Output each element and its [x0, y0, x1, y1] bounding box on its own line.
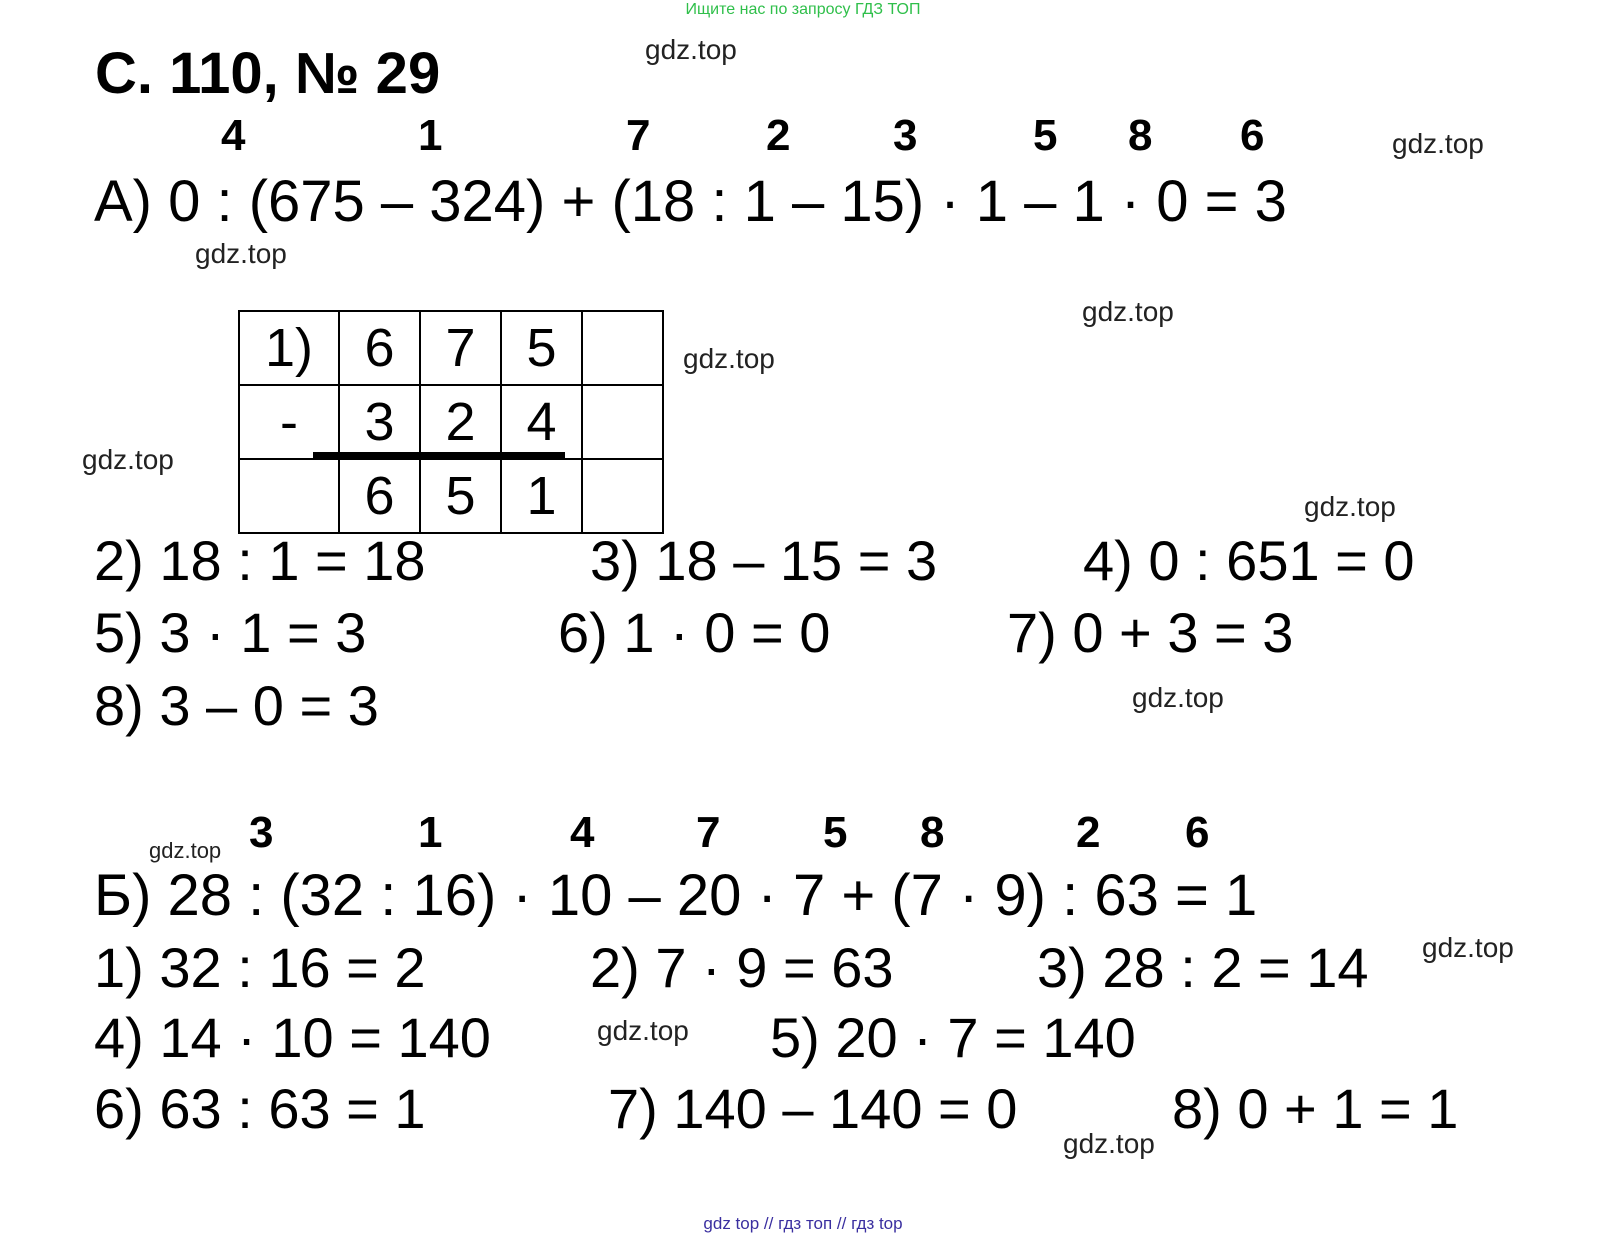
- order-number: 2: [1076, 808, 1101, 857]
- step-line: 8) 0 + 1 = 1: [1172, 1077, 1459, 1140]
- order-number: 6: [1185, 808, 1210, 857]
- table-cell: [239, 459, 339, 533]
- step-line: 8) 3 – 0 = 3: [94, 674, 379, 737]
- order-number: 7: [696, 808, 721, 857]
- table-cell: 5: [420, 459, 501, 533]
- step-line: 3) 28 : 2 = 14: [1037, 936, 1369, 999]
- order-number: 8: [920, 808, 945, 857]
- watermark: gdz.top: [1392, 128, 1484, 159]
- step-line: 2) 7 · 9 = 63: [590, 936, 894, 999]
- table-cell: 7: [420, 311, 501, 385]
- step-line: 2) 18 : 1 = 18: [94, 529, 426, 592]
- order-number: 2: [766, 111, 791, 160]
- subtraction-line: [313, 452, 565, 458]
- step-line: 5) 3 · 1 = 3: [94, 601, 367, 664]
- watermark: gdz.top: [82, 444, 174, 475]
- watermark: gdz.top: [1422, 932, 1514, 963]
- page-title: С. 110, № 29: [95, 41, 441, 106]
- watermark: gdz.top: [195, 238, 287, 269]
- step-line: 4) 14 · 10 = 140: [94, 1006, 491, 1069]
- table-cell: [582, 385, 663, 459]
- table-cell: 5: [501, 311, 582, 385]
- step-line: 4) 0 : 651 = 0: [1083, 529, 1415, 592]
- table-cell: -: [239, 385, 339, 459]
- order-number: 5: [1033, 111, 1058, 160]
- order-number: 1: [418, 808, 443, 857]
- footer-links: gdz top // гдз топ // гдз top: [703, 1214, 903, 1233]
- step-line: 5) 20 · 7 = 140: [770, 1006, 1136, 1069]
- order-number: 1: [418, 111, 443, 160]
- order-number: 4: [221, 111, 246, 160]
- table-cell: 1): [239, 311, 339, 385]
- table-cell: 3: [339, 385, 420, 459]
- step-line: 1) 32 : 16 = 2: [94, 936, 426, 999]
- step-line: 7) 140 – 140 = 0: [608, 1077, 1018, 1140]
- order-number: 3: [893, 111, 918, 160]
- table-cell: 4: [501, 385, 582, 459]
- order-number: 4: [570, 808, 595, 857]
- table-cell: 6: [339, 459, 420, 533]
- watermark: gdz.top: [597, 1015, 689, 1046]
- column-subtraction: [238, 310, 664, 534]
- order-number: 3: [249, 808, 274, 857]
- table-cell: 2: [420, 385, 501, 459]
- step-line: 7) 0 + 3 = 3: [1007, 601, 1294, 664]
- table-cell: [582, 459, 663, 533]
- order-number: 5: [823, 808, 848, 857]
- watermark: gdz.top: [149, 838, 222, 863]
- watermark: gdz.top: [683, 343, 775, 374]
- watermark: gdz.top: [645, 34, 737, 65]
- top-banner: Ищите нас по запросу ГДЗ ТОП: [685, 1, 921, 18]
- watermark: gdz.top: [1132, 682, 1224, 713]
- step-line: 6) 63 : 63 = 1: [94, 1077, 426, 1140]
- table-cell: 1: [501, 459, 582, 533]
- table-cell: 6: [339, 311, 420, 385]
- expression-b: Б) 28 : (32 : 16) · 10 – 20 · 7 + (7 · 9) : 63 = 1: [94, 863, 1258, 928]
- watermark: gdz.top: [1063, 1128, 1155, 1159]
- step-line: 6) 1 · 0 = 0: [558, 601, 831, 664]
- watermark: gdz.top: [1304, 491, 1396, 522]
- table-cell: [582, 311, 663, 385]
- order-number: 8: [1128, 111, 1153, 160]
- order-number: 6: [1240, 111, 1265, 160]
- step-line: 3) 18 – 15 = 3: [590, 529, 938, 592]
- expression-a: А) 0 : (675 – 324) + (18 : 1 – 15) · 1 – 1 · 0 = 3: [94, 169, 1287, 234]
- watermark: gdz.top: [1082, 296, 1174, 327]
- order-number: 7: [626, 111, 651, 160]
